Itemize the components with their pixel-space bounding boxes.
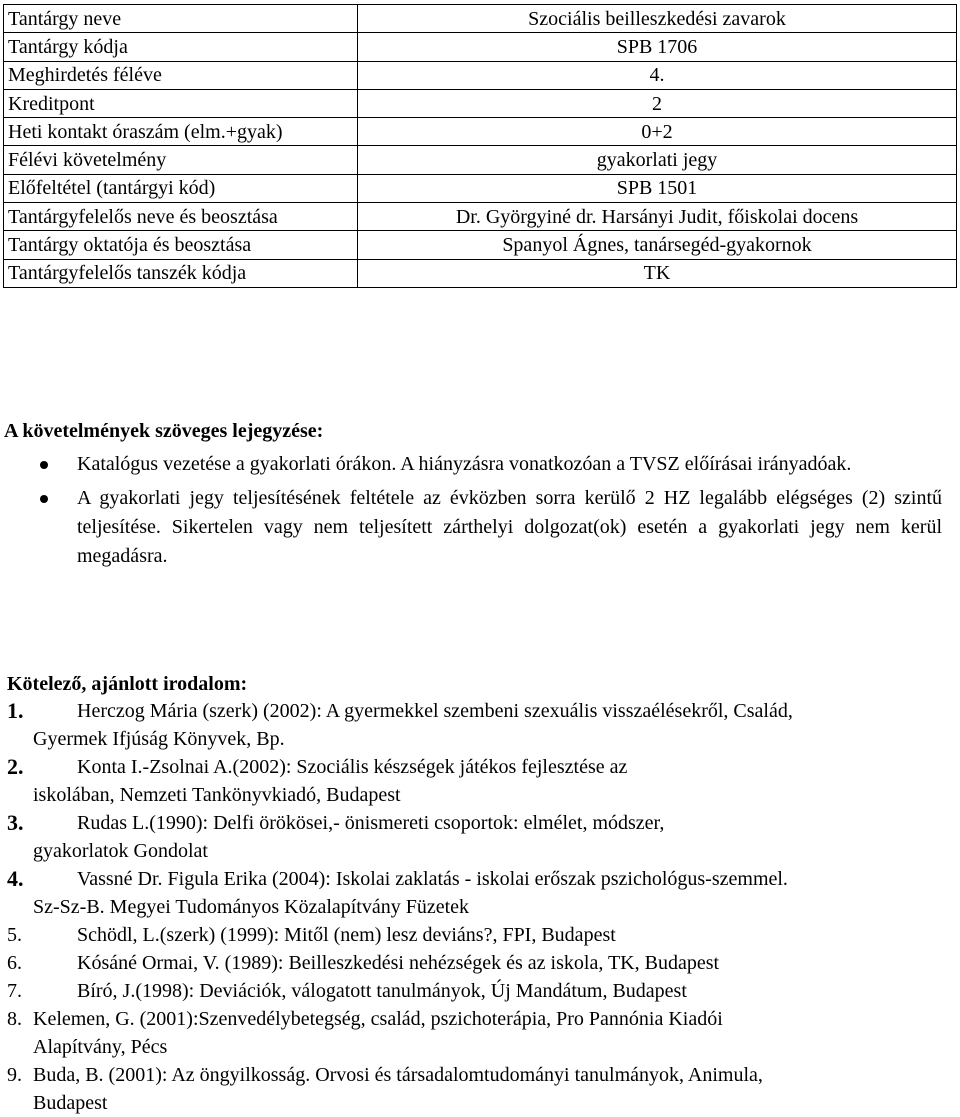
info-label: Tantárgyfelelős neve és beosztása bbox=[4, 203, 358, 231]
literature-number: 7. bbox=[7, 980, 22, 1002]
literature-text-continued: Sz-Sz-B. Megyei Tudományos Közalapítvány Füzetek bbox=[33, 896, 470, 918]
info-row bbox=[4, 203, 957, 231]
literature-number: 5. bbox=[7, 924, 22, 946]
literature-item bbox=[0, 1005, 960, 1061]
info-value: Spanyol Ágnes, tanársegéd-gyakornok bbox=[358, 231, 957, 259]
requirements-list bbox=[0, 450, 960, 576]
literature-item bbox=[0, 1061, 960, 1117]
info-row bbox=[4, 174, 957, 202]
info-row bbox=[4, 33, 957, 61]
info-label: Tantárgy oktatója és beosztása bbox=[4, 231, 358, 259]
literature-text: Herczog Mária (szerk) (2002): A gyermekkel szembeni szexuális visszaélésekről, Család, bbox=[77, 700, 793, 722]
literature-heading: Kötelező, ajánlott irodalom: bbox=[7, 673, 248, 695]
info-row bbox=[4, 118, 957, 146]
info-row bbox=[4, 89, 957, 117]
requirements-heading: A követelmények szöveges lejegyzése: bbox=[4, 420, 324, 442]
literature-number: 3. bbox=[7, 810, 24, 835]
literature-text-continued: Gyermek Ifjúság Könyvek, Bp. bbox=[33, 728, 285, 750]
literature-text: Kósáné Ormai, V. (1989): Beilleszkedési nehézségek és az iskola, TK, Budapest bbox=[77, 952, 720, 974]
literature-item bbox=[0, 949, 960, 977]
literature-number: 2. bbox=[7, 754, 24, 779]
literature-text: Rudas L.(1990): Delfi örökösei,- önismereti csoportok: elmélet, módszer, bbox=[77, 812, 665, 834]
course-info-table bbox=[3, 4, 957, 288]
info-label: Előfeltétel (tantárgyi kód) bbox=[4, 174, 358, 202]
literature-item bbox=[0, 921, 960, 949]
info-row bbox=[4, 231, 957, 259]
literature-text: Vassné Dr. Figula Erika (2004): Iskolai zaklatás - iskolai erőszak pszichológus-szemmel. bbox=[77, 868, 788, 890]
info-value: 0+2 bbox=[358, 118, 957, 146]
info-value: 4. bbox=[358, 61, 957, 89]
info-label: Heti kontakt óraszám (elm.+gyak) bbox=[4, 118, 358, 146]
literature-number: 8. bbox=[7, 1008, 22, 1030]
info-value: TK bbox=[358, 259, 957, 287]
requirement-text: Katalógus vezetése a gyakorlati órákon. A hiányzásra vonatkozóan a TVSZ előírásai irányadóak. bbox=[77, 453, 852, 475]
literature-item bbox=[0, 809, 960, 865]
literature-text: Konta I.-Zsolnai A.(2002): Szociális készségek játékos fejlesztése az bbox=[77, 756, 628, 778]
info-label: Tantárgy neve bbox=[4, 5, 358, 33]
literature-item bbox=[0, 753, 960, 809]
bullet-icon bbox=[40, 461, 48, 469]
literature-list bbox=[0, 697, 960, 1117]
requirement-text: A gyakorlati jegy teljesítésének feltétele az évközben sorra kerülő 2 HZ legalább elégséges (2) szintű teljesítése. Sikertelen vagy nem teljesített zárthelyi dolgozat(ok) esetén a gyakorlati jegy nem kerül megadásra. bbox=[77, 487, 942, 567]
requirement-item bbox=[0, 484, 960, 571]
info-label: Tantárgy kódja bbox=[4, 33, 358, 61]
literature-number: 1. bbox=[7, 698, 24, 723]
requirement-item bbox=[0, 450, 960, 479]
info-value: SPB 1501 bbox=[358, 174, 957, 202]
bullet-icon bbox=[40, 495, 48, 503]
info-value: gyakorlati jegy bbox=[358, 146, 957, 174]
literature-text-continued: Alapítvány, Pécs bbox=[33, 1036, 168, 1058]
literature-number: 9. bbox=[7, 1064, 22, 1086]
info-label: Félévi követelmény bbox=[4, 146, 358, 174]
literature-text: Schödl, L.(szerk) (1999): Mitől (nem) lesz deviáns?, FPI, Budapest bbox=[77, 924, 616, 946]
info-value: 2 bbox=[358, 89, 957, 117]
info-label: Kreditpont bbox=[4, 89, 358, 117]
literature-item bbox=[0, 697, 960, 753]
literature-item bbox=[0, 977, 960, 1005]
literature-text: Buda, B. (2001): Az öngyilkosság. Orvosi és társadalomtudományi tanulmányok, Animula, bbox=[33, 1064, 763, 1086]
literature-text-continued: Budapest bbox=[33, 1092, 108, 1114]
info-row bbox=[4, 146, 957, 174]
info-row bbox=[4, 61, 957, 89]
info-value: Szociális beilleszkedési zavarok bbox=[358, 5, 957, 33]
info-value: SPB 1706 bbox=[358, 33, 957, 61]
literature-text: Bíró, J.(1998): Deviációk, válogatott tanulmányok, Új Mandátum, Budapest bbox=[77, 980, 687, 1002]
literature-item bbox=[0, 865, 960, 921]
info-label: Meghirdetés féléve bbox=[4, 61, 358, 89]
literature-number: 4. bbox=[7, 866, 24, 891]
literature-text-continued: gyakorlatok Gondolat bbox=[33, 840, 208, 862]
literature-text-continued: iskolában, Nemzeti Tankönyvkiadó, Budapest bbox=[33, 784, 401, 806]
info-value: Dr. Györgyiné dr. Harsányi Judit, főiskolai docens bbox=[358, 203, 957, 231]
literature-text: Kelemen, G. (2001):Szenvedélybetegség, család, pszichoterápia, Pro Pannónia Kiadói bbox=[33, 1008, 723, 1030]
info-row bbox=[4, 259, 957, 287]
info-label: Tantárgyfelelős tanszék kódja bbox=[4, 259, 358, 287]
literature-number: 6. bbox=[7, 952, 22, 974]
info-row bbox=[4, 5, 957, 33]
